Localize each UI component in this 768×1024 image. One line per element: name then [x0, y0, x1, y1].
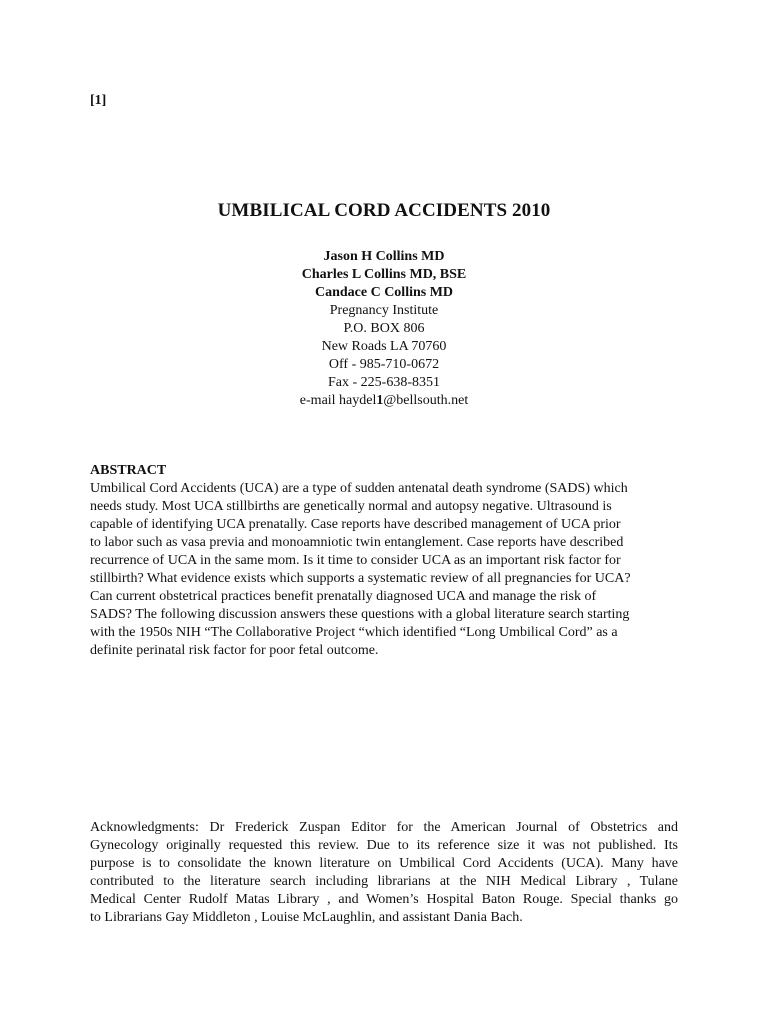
abstract-line: capable of identifying UCA prenatally. Case reports have described management of UCA prior [90, 517, 621, 532]
author-name: Candace C Collins MD [314, 285, 454, 300]
phone-line: Off - 985-710-0672 [328, 357, 440, 372]
email-prefix: e-mail haydel [299, 393, 377, 408]
author-block [0, 248, 768, 410]
email-suffix: @bellsouth.net [383, 393, 469, 408]
acknowledgments-line: Gynecology originally requested this review. Due to its reference size it was not published. Its [90, 838, 678, 853]
author-name: Charles L Collins MD, BSE [301, 267, 467, 282]
affiliation-line: New Roads LA 70760 [321, 339, 447, 354]
abstract-line: Umbilical Cord Accidents (UCA) are a type of sudden antenatal death syndrome (SADS) which [90, 481, 628, 496]
abstract-line: Can current obstetrical practices benefit prenatally diagnosed UCA and manage the risk of [90, 589, 597, 604]
acknowledgments-line: contributed to the literature search including librarians at the NIH Medical Library , Tulane [90, 874, 678, 889]
email-bold-digit: 1 [376, 393, 384, 408]
affiliation-line: P.O. BOX 806 [343, 321, 425, 336]
reference-number: [1] [90, 93, 107, 108]
abstract-line: SADS? The following discussion answers these questions with a global literature search starting [90, 607, 630, 622]
abstract-line: needs study. Most UCA stillbirths are genetically normal and autopsy negative. Ultrasound is [90, 499, 612, 514]
author-name: Jason H Collins MD [323, 249, 445, 264]
acknowledgments-line: Medical Center Rudolf Matas Library , and Women’s Hospital Baton Rouge. Special thanks go [90, 892, 678, 907]
abstract-line: with the 1950s NIH “The Collaborative Project “which identified “Long Umbilical Cord” as a [90, 625, 618, 640]
acknowledgments-section [90, 819, 678, 927]
fax-line: Fax - 225-638-8351 [328, 375, 440, 390]
affiliation-line: Pregnancy Institute [329, 303, 439, 318]
abstract-line: stillbirth? What evidence exists which supports a systematic review of all pregnancies for UCA? [90, 571, 631, 586]
abstract-line: definite perinatal risk factor for poor fetal outcome. [90, 643, 379, 658]
abstract-heading: ABSTRACT [90, 463, 167, 478]
email-line [0, 392, 768, 410]
abstract-section [90, 462, 680, 660]
abstract-line: to labor such as vasa previa and monoamniotic twin entanglement. Case reports have described [90, 535, 624, 550]
acknowledgments-line: Acknowledgments: Dr Frederick Zuspan Editor for the American Journal of Obstetrics and [90, 820, 678, 835]
acknowledgments-line: purpose is to consolidate the known literature on Umbilical Cord Accidents (UCA). Many have [90, 856, 678, 871]
acknowledgments-line: to Librarians Gay Middleton , Louise McLaughlin, and assistant Dania Bach. [90, 910, 523, 925]
abstract-line: recurrence of UCA in the same mom. Is it time to consider UCA as an important risk factor for [90, 553, 621, 568]
paper-title: UMBILICAL CORD ACCIDENTS 2010 [217, 200, 551, 221]
